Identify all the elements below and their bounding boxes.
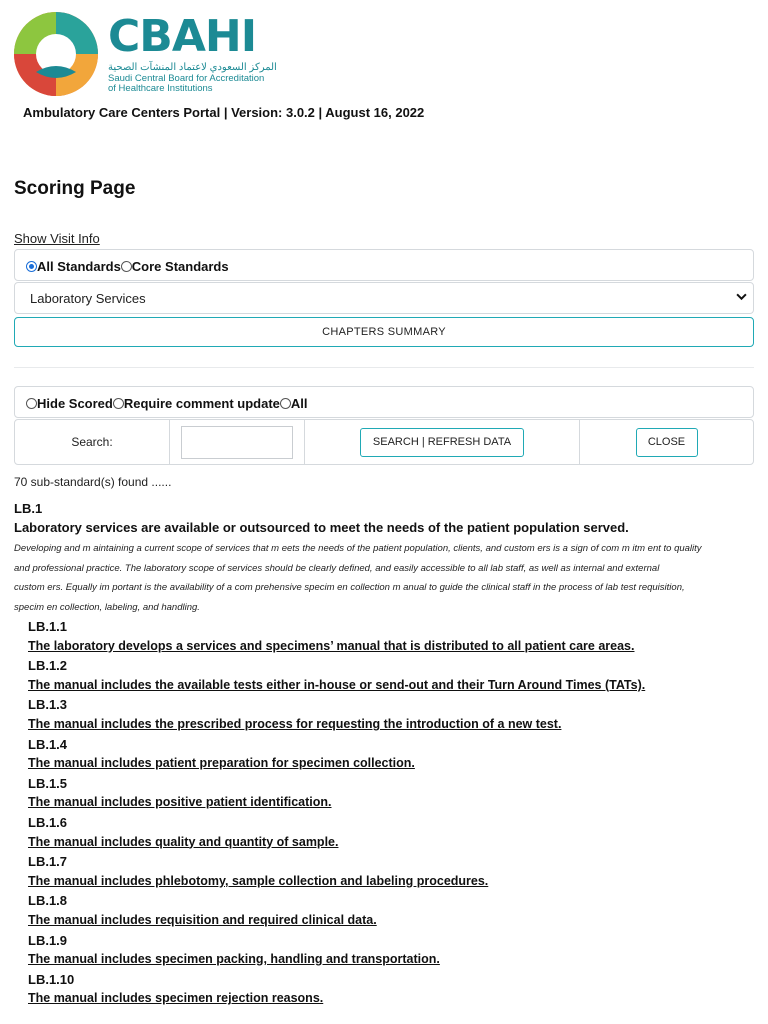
search-label: Search: xyxy=(71,435,113,449)
sub-standard-link[interactable]: The manual includes specimen rejection reasons. xyxy=(28,991,324,1006)
sub-standard-code: LB.1.1 xyxy=(28,619,68,634)
brand-arabic-name: المركز السعودي لاعتماد المنشآت الصحية xyxy=(108,62,277,73)
cbahi-logo-icon xyxy=(12,10,100,98)
chapters-summary-button[interactable]: CHAPTERS SUMMARY xyxy=(14,317,754,347)
header xyxy=(12,8,312,100)
all-standards-radio[interactable] xyxy=(26,261,37,272)
standard-description-line: custom ers. Equally im portant is the availability of a com prehensive specim en collection m anual to guide the clinical staff in the process of lab test requisition, xyxy=(14,582,685,593)
hide-scored-label[interactable]: Hide Scored xyxy=(37,395,113,411)
sub-standard-code: LB.1.3 xyxy=(28,697,68,713)
sub-standard-link[interactable]: The manual includes specimen packing, handling and transportation. xyxy=(28,952,440,967)
sub-standard-code: LB.1.8 xyxy=(28,893,68,909)
standard-code: LB.1 xyxy=(14,501,43,516)
standards-filter-group xyxy=(14,249,754,281)
all-standards-label[interactable]: All Standards xyxy=(37,258,121,274)
sub-standard-code: LB.1.10 xyxy=(28,971,75,987)
sub-standard-code: LB.1.9 xyxy=(28,932,68,948)
sub-standard-link[interactable]: The manual includes patient preparation for specimen collection. xyxy=(28,756,415,771)
sub-standard-code: LB.1.2 xyxy=(28,658,68,674)
core-standards-label[interactable]: Core Standards xyxy=(131,258,229,274)
standard-description-line: and professional practice. The laboratory scope of services should be clearly defined, and easily accessible to all lab staff, as well as internal and external xyxy=(14,562,660,574)
results-count: 70 sub-standard(s) found ...... xyxy=(14,475,172,489)
page-title: Scoring Page xyxy=(14,178,136,199)
chapter-select[interactable] xyxy=(14,282,754,314)
sub-standard-code: LB.1.6 xyxy=(28,814,68,830)
standard-description-line: specim en collection, labeling, and handling. xyxy=(14,601,200,613)
sub-standard-link[interactable]: The manual includes the available tests either in-house or send-out and their Turn Around Times (TATs). xyxy=(28,677,646,692)
brand-block xyxy=(108,12,283,94)
search-refresh-button[interactable]: SEARCH | REFRESH DATA xyxy=(360,428,524,457)
hide-scored-radio[interactable] xyxy=(26,398,37,409)
chapter-select-value: Laboratory Services xyxy=(30,290,146,306)
sub-standard-link[interactable]: The laboratory develops a services and specimens’ manual that is distributed to all patient care areas. xyxy=(28,638,635,653)
search-button-cell xyxy=(305,420,580,464)
brand-name: CBAHI xyxy=(108,11,257,62)
require-comment-update-label[interactable]: Require comment update xyxy=(123,395,280,411)
portal-version-line: Ambulatory Care Centers Portal | Version: 3.0.2 | August 16, 2022 xyxy=(23,105,425,120)
close-button-cell xyxy=(580,420,753,464)
score-filter-group xyxy=(14,386,754,418)
sub-standard-code: LB.1.4 xyxy=(28,736,68,752)
sub-standard-link[interactable]: The manual includes the prescribed process for requesting the introduction of a new test. xyxy=(28,716,562,731)
sub-standards-list xyxy=(28,617,758,1009)
show-visit-info-link[interactable]: Show Visit Info xyxy=(14,231,100,246)
sub-standard-link[interactable]: The manual includes positive patient identification. xyxy=(28,795,332,810)
search-bar xyxy=(14,419,754,465)
standard-description-line: Developing and m aintaining a current scope of services that m eets the needs of the patient population, clients, and custom ers is a sign of com m itm ent to quality xyxy=(14,543,702,554)
sub-standard-code: LB.1.5 xyxy=(28,775,68,791)
sub-standard-link[interactable]: The manual includes phlebotomy, sample collection and labeling procedures. xyxy=(28,873,489,888)
brand-english-line2: of Healthcare Institutions xyxy=(108,83,213,94)
brand-english-line1: Saudi Central Board for Accreditation xyxy=(108,73,265,84)
search-label-cell xyxy=(15,420,170,464)
search-input[interactable] xyxy=(181,426,293,459)
sub-standard-code: LB.1.7 xyxy=(28,854,68,870)
core-standards-radio[interactable] xyxy=(121,261,132,272)
standard-description xyxy=(14,539,759,617)
standard-title: Laboratory services are available or outsourced to meet the needs of the patient population served. xyxy=(14,520,629,535)
section-divider xyxy=(14,367,754,368)
close-button[interactable]: CLOSE xyxy=(636,428,698,457)
sub-standard-link[interactable]: The manual includes requisition and required clinical data. xyxy=(28,912,377,927)
require-comment-update-radio[interactable] xyxy=(113,398,124,409)
all-filter-label[interactable]: All xyxy=(290,395,308,411)
search-input-cell xyxy=(170,420,305,464)
sub-standard-link[interactable]: The manual includes quality and quantity of sample. xyxy=(28,834,339,849)
all-filter-radio[interactable] xyxy=(280,398,291,409)
chevron-down-icon xyxy=(736,291,747,305)
